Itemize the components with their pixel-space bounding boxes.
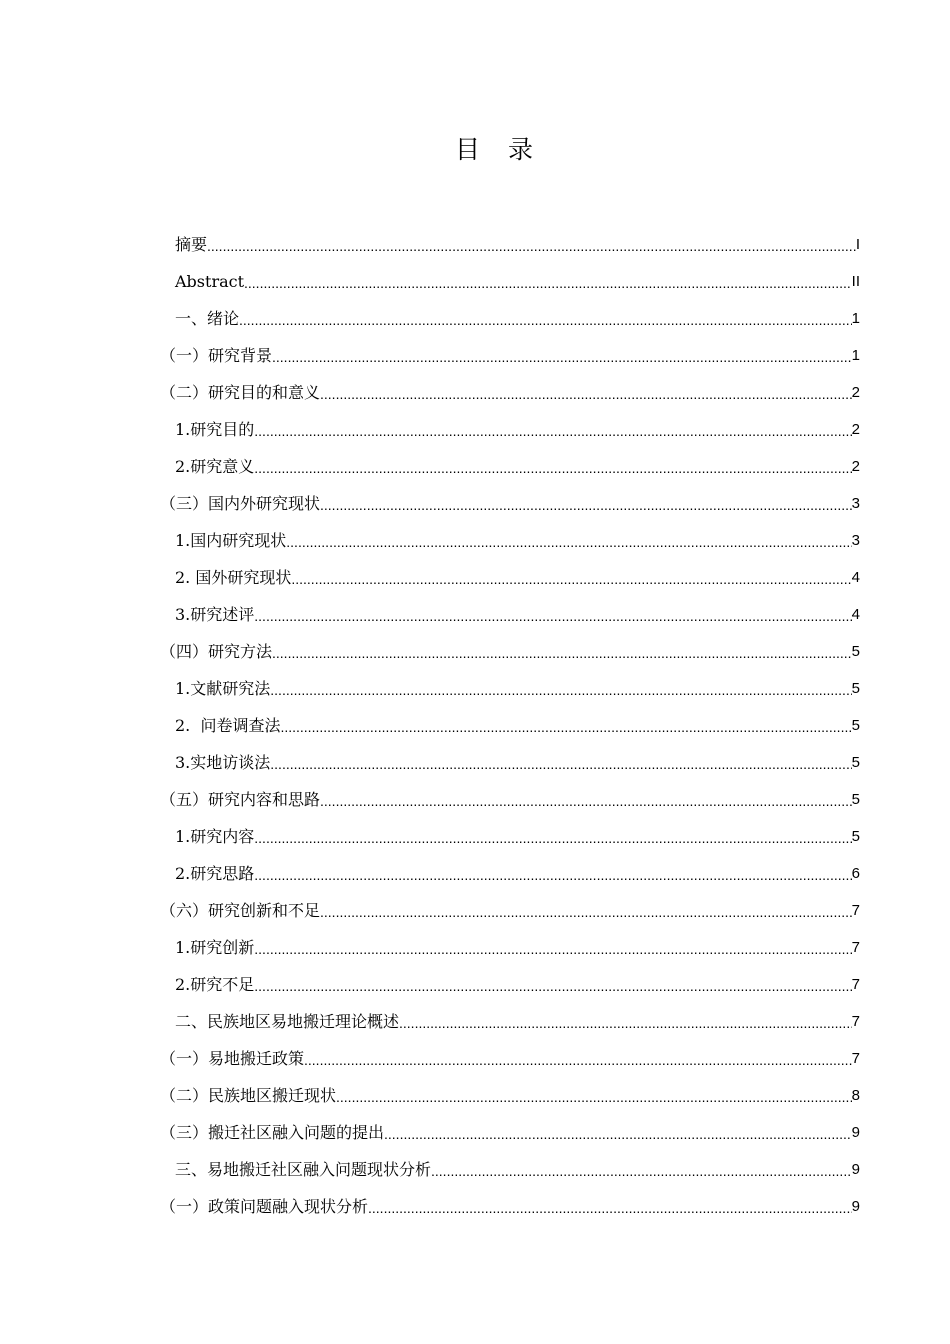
- toc-entry[interactable]: [160, 921, 860, 958]
- toc-entry-page: 5: [851, 791, 860, 808]
- toc-entry-label: 二、民族地区易地搬迁理论概述: [175, 1012, 400, 1031]
- toc-entry-page: 6: [851, 865, 860, 882]
- toc-entry[interactable]: [160, 810, 860, 847]
- toc-entry-page: 5: [851, 828, 860, 845]
- toc-entry[interactable]: [160, 884, 860, 921]
- toc-entry[interactable]: [160, 514, 860, 551]
- toc-dot-leader: [254, 866, 851, 884]
- toc-dot-leader: [239, 311, 852, 329]
- toc-dot-leader: [272, 644, 852, 662]
- toc-entry[interactable]: [160, 292, 860, 329]
- toc-dot-leader: [254, 607, 851, 625]
- toc-entry-page: 1: [851, 310, 860, 327]
- toc-dot-leader: [286, 533, 851, 551]
- toc-entry[interactable]: [160, 477, 860, 514]
- toc-dot-leader: [320, 792, 852, 810]
- toc-entry-label: 1.研究创新: [175, 938, 255, 957]
- toc-entry-label: 摘要: [175, 235, 208, 254]
- toc-entry[interactable]: [160, 403, 860, 440]
- toc-entry-page: 7: [851, 939, 860, 956]
- toc-dot-leader: [320, 385, 852, 403]
- toc-entry-label: 一、绪论: [175, 309, 240, 328]
- toc-dot-leader: [254, 422, 851, 440]
- toc-dot-leader: [244, 274, 852, 292]
- toc-dot-leader: [270, 755, 851, 773]
- toc-entry-label: （三）国内外研究现状: [160, 494, 321, 513]
- toc-entry-page: 5: [851, 680, 860, 697]
- toc-dot-leader: [320, 496, 852, 514]
- toc-dot-leader: [270, 681, 851, 699]
- toc-entry-label: （一）易地搬迁政策: [160, 1049, 305, 1068]
- toc-entry-page: 7: [851, 1013, 860, 1030]
- toc-entry[interactable]: [160, 588, 860, 625]
- toc-entry[interactable]: [160, 1069, 860, 1106]
- toc-dot-leader: [399, 1014, 852, 1032]
- toc-entry-page: 4: [851, 569, 860, 586]
- toc-entry-label: （一）政策问题融入现状分析: [160, 1197, 369, 1216]
- toc-entry-label: 2.研究意义: [175, 457, 255, 476]
- toc-entry-page: 2: [851, 458, 860, 475]
- toc-dot-leader: [254, 977, 851, 995]
- toc-entry[interactable]: [160, 1106, 860, 1143]
- toc-entry[interactable]: [160, 329, 860, 366]
- toc-entry-label: （三）搬迁社区融入问题的提出: [160, 1123, 385, 1142]
- toc-entry-page: 9: [851, 1124, 860, 1141]
- toc-entry-page: 8: [851, 1087, 860, 1104]
- toc-entry[interactable]: [160, 736, 860, 773]
- toc-entry-page: 1: [851, 347, 860, 364]
- toc-entry[interactable]: [160, 551, 860, 588]
- toc-dot-leader: [280, 718, 851, 736]
- toc-entry[interactable]: [160, 773, 860, 810]
- toc-entry-page: 4: [851, 606, 860, 623]
- toc-entry-page: 2: [851, 421, 860, 438]
- toc-entry-label: 2. 问卷调查法: [175, 716, 281, 735]
- toc-dot-leader: [291, 570, 851, 588]
- toc-entry-label: 2. 国外研究现状: [175, 568, 292, 587]
- toc-entry-page: 2: [851, 384, 860, 401]
- toc-dot-leader: [272, 348, 852, 366]
- toc-dot-leader: [320, 903, 852, 921]
- toc-dot-leader: [254, 829, 851, 847]
- toc-entry[interactable]: [160, 847, 860, 884]
- toc-entry[interactable]: [160, 218, 860, 255]
- toc-dot-leader: [336, 1088, 852, 1106]
- toc-entry-page: 7: [851, 902, 860, 919]
- toc-entry-page: 9: [851, 1161, 860, 1178]
- toc-entry[interactable]: [160, 1032, 860, 1069]
- toc-entry-page: I: [855, 236, 860, 253]
- page-title: 目 录: [455, 135, 543, 164]
- toc-dot-leader: [368, 1199, 852, 1217]
- toc-dot-leader: [254, 940, 851, 958]
- toc-entry[interactable]: [160, 662, 860, 699]
- toc-entry[interactable]: [160, 1180, 860, 1217]
- toc-entry[interactable]: [160, 255, 860, 292]
- toc-entry-page: 3: [851, 532, 860, 549]
- toc-list: [160, 218, 860, 1217]
- toc-entry-label: （二）民族地区搬迁现状: [160, 1086, 337, 1105]
- toc-entry-page: 7: [851, 1050, 860, 1067]
- toc-entry[interactable]: [160, 958, 860, 995]
- toc-entry-page: 5: [851, 643, 860, 660]
- toc-entry[interactable]: [160, 1143, 860, 1180]
- toc-dot-leader: [431, 1162, 852, 1180]
- toc-entry-label: （六）研究创新和不足: [160, 901, 321, 920]
- toc-entry-label: 2.研究不足: [175, 975, 255, 994]
- toc-entry-label: 3.实地访谈法: [175, 753, 271, 772]
- toc-entry[interactable]: [160, 440, 860, 477]
- toc-entry-label: 1.研究内容: [175, 827, 255, 846]
- toc-dot-leader: [304, 1051, 852, 1069]
- toc-dot-leader: [207, 237, 856, 255]
- toc-entry-label: 1.国内研究现状: [175, 531, 287, 550]
- toc-entry-page: 9: [851, 1198, 860, 1215]
- toc-entry-label: 1.研究目的: [175, 420, 255, 439]
- toc-entry-label: （五）研究内容和思路: [160, 790, 321, 809]
- toc-dot-leader: [384, 1125, 852, 1143]
- toc-entry-label: 2.研究思路: [175, 864, 255, 883]
- toc-entry-label: Abstract: [175, 272, 245, 291]
- toc-entry-page: 3: [851, 495, 860, 512]
- toc-entry-page: 5: [851, 717, 860, 734]
- toc-entry-label: （二）研究目的和意义: [160, 383, 321, 402]
- toc-entry-label: （一）研究背景: [160, 346, 273, 365]
- toc-entry-label: 3.研究述评: [175, 605, 255, 624]
- toc-entry-page: 5: [851, 754, 860, 771]
- toc-entry-page: 7: [851, 976, 860, 993]
- toc-entry-page: II: [851, 273, 860, 290]
- toc-entry[interactable]: [160, 995, 860, 1032]
- toc-entry-label: 1.文献研究法: [175, 679, 271, 698]
- toc-entry[interactable]: [160, 699, 860, 736]
- toc-entry-label: （四）研究方法: [160, 642, 273, 661]
- toc-entry[interactable]: [160, 366, 860, 403]
- toc-entry[interactable]: [160, 625, 860, 662]
- toc-entry-label: 三、易地搬迁社区融入问题现状分析: [175, 1160, 432, 1179]
- toc-dot-leader: [254, 459, 851, 477]
